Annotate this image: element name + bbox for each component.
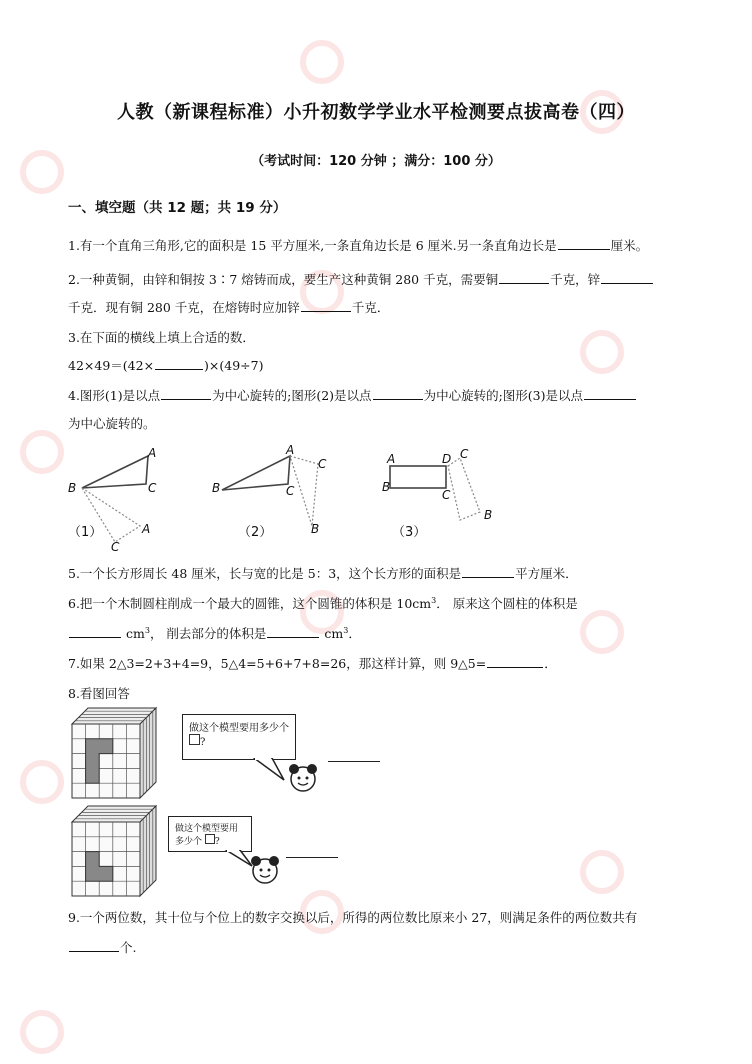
question-9-cont: 个. [68, 938, 136, 956]
point-label: D [442, 452, 452, 466]
question-5: 5.一个长方形周长 48 厘米，长与宽的比是 5：3，这个长方形的面积是 平方厘米． [68, 566, 578, 581]
question-6-cont: $cm^3$， 削去部分的体积是 $cm^3$． [68, 624, 361, 642]
answer-blank[interactable] [328, 760, 380, 762]
question-7: 7.如果 2△3=2+3+4=9，5△4=5+6+7+8=26，那这样计算，则 9△5= ． [68, 656, 557, 671]
point-label: C [111, 540, 120, 554]
answer-blank[interactable] [499, 271, 549, 284]
point-label: C [460, 447, 469, 461]
girl-face-icon [248, 852, 282, 886]
figure-caption: （1） [68, 525, 103, 540]
exam-info: （考试时间：120 分钟 ；满分：100 分） [251, 154, 501, 169]
figure-2 [222, 456, 318, 526]
point-label: B [484, 508, 493, 522]
answer-blank[interactable] [584, 387, 636, 400]
point-label: A [387, 452, 396, 466]
question-9: 9.一个两位数，其十位与个位上的数字交换以后，所得的两位数比原来小 27，则满足条件的两位数共有 [68, 910, 638, 925]
speech-bubble-1: 做这个模型要用多少个 ? [182, 714, 296, 760]
answer-blank[interactable] [286, 856, 338, 858]
watermark-logo-icon [20, 430, 64, 474]
point-label: B [212, 481, 221, 495]
question-2: 2.一种黄铜，由锌和铜按 3∶7 熔铸而成，要生产这种黄铜 280 千克，需要铜 千克，锌 [68, 270, 654, 288]
question-3-formula: 42×49＝(42× )×(49÷7) [68, 358, 264, 373]
answer-blank[interactable] [155, 357, 203, 370]
bubble-tail-1 [250, 758, 290, 782]
point-label: A [286, 443, 295, 457]
watermark-logo-icon [20, 1010, 64, 1054]
section-heading: 一、填空题（共 12 题；共 19 分） [68, 200, 287, 216]
question-3: 3.在下面的横线上填上合适的数． [68, 330, 255, 345]
point-label: B [382, 480, 391, 494]
answer-blank[interactable] [373, 387, 423, 400]
speech-bubble-2: 做这个模型要用多少个 ? [168, 816, 252, 852]
answer-blank[interactable] [301, 299, 351, 312]
answer-blank[interactable] [558, 237, 610, 250]
watermark-logo-icon [300, 40, 344, 84]
figure-caption: （3） [392, 525, 427, 540]
point-label: C [442, 488, 451, 502]
watermark-logo-icon [580, 330, 624, 374]
watermark-logo-icon [580, 850, 624, 894]
point-label: C [148, 481, 157, 495]
answer-blank[interactable] [601, 271, 653, 284]
watermark-logo-icon [580, 610, 624, 654]
question-2-cont: 千克．现有铜 280 千克，在熔铸时应加锌 千克． [68, 300, 390, 315]
cube-model-2-image [68, 802, 160, 898]
point-label: B [68, 481, 77, 495]
watermark-logo-icon [20, 760, 64, 804]
answer-blank[interactable] [69, 625, 121, 638]
question-8: 8.看图回答 [68, 686, 130, 701]
point-label: B [311, 522, 320, 536]
answer-blank[interactable] [462, 565, 514, 578]
figure-3 [390, 458, 480, 520]
answer-blank[interactable] [267, 625, 319, 638]
question-1: 1.有一个直角三角形,它的面积是 15 平方厘米,一条直角边长是 6 厘米.另一条直角边长是 厘米。 [68, 238, 649, 253]
question-4: 4.图形(1)是以点 为中心旋转的;图形(2)是以点 为中心旋转的;图形(3)是以点 [68, 386, 637, 404]
answer-blank[interactable] [161, 387, 211, 400]
point-label: C [318, 457, 327, 471]
question-4-cont: 为中心旋转的。 [68, 416, 156, 431]
figure-caption: （2） [238, 525, 273, 540]
page-title: 人教（新课程标准）小升初数学学业水平检测要点拔高卷（四） [117, 102, 635, 123]
point-label: C [286, 484, 295, 498]
answer-blank[interactable] [69, 939, 119, 952]
point-label: A [148, 446, 157, 460]
girl-face-icon [286, 760, 320, 794]
answer-blank[interactable] [487, 655, 543, 668]
point-label: A [142, 522, 151, 536]
question-6: 6.把一个木制圆柱削成一个最大的圆锥，这个圆锥的体积是 $10cm^3$． 原来这个圆柱的体积是 [68, 595, 578, 611]
cube-model-1-image [68, 704, 160, 800]
